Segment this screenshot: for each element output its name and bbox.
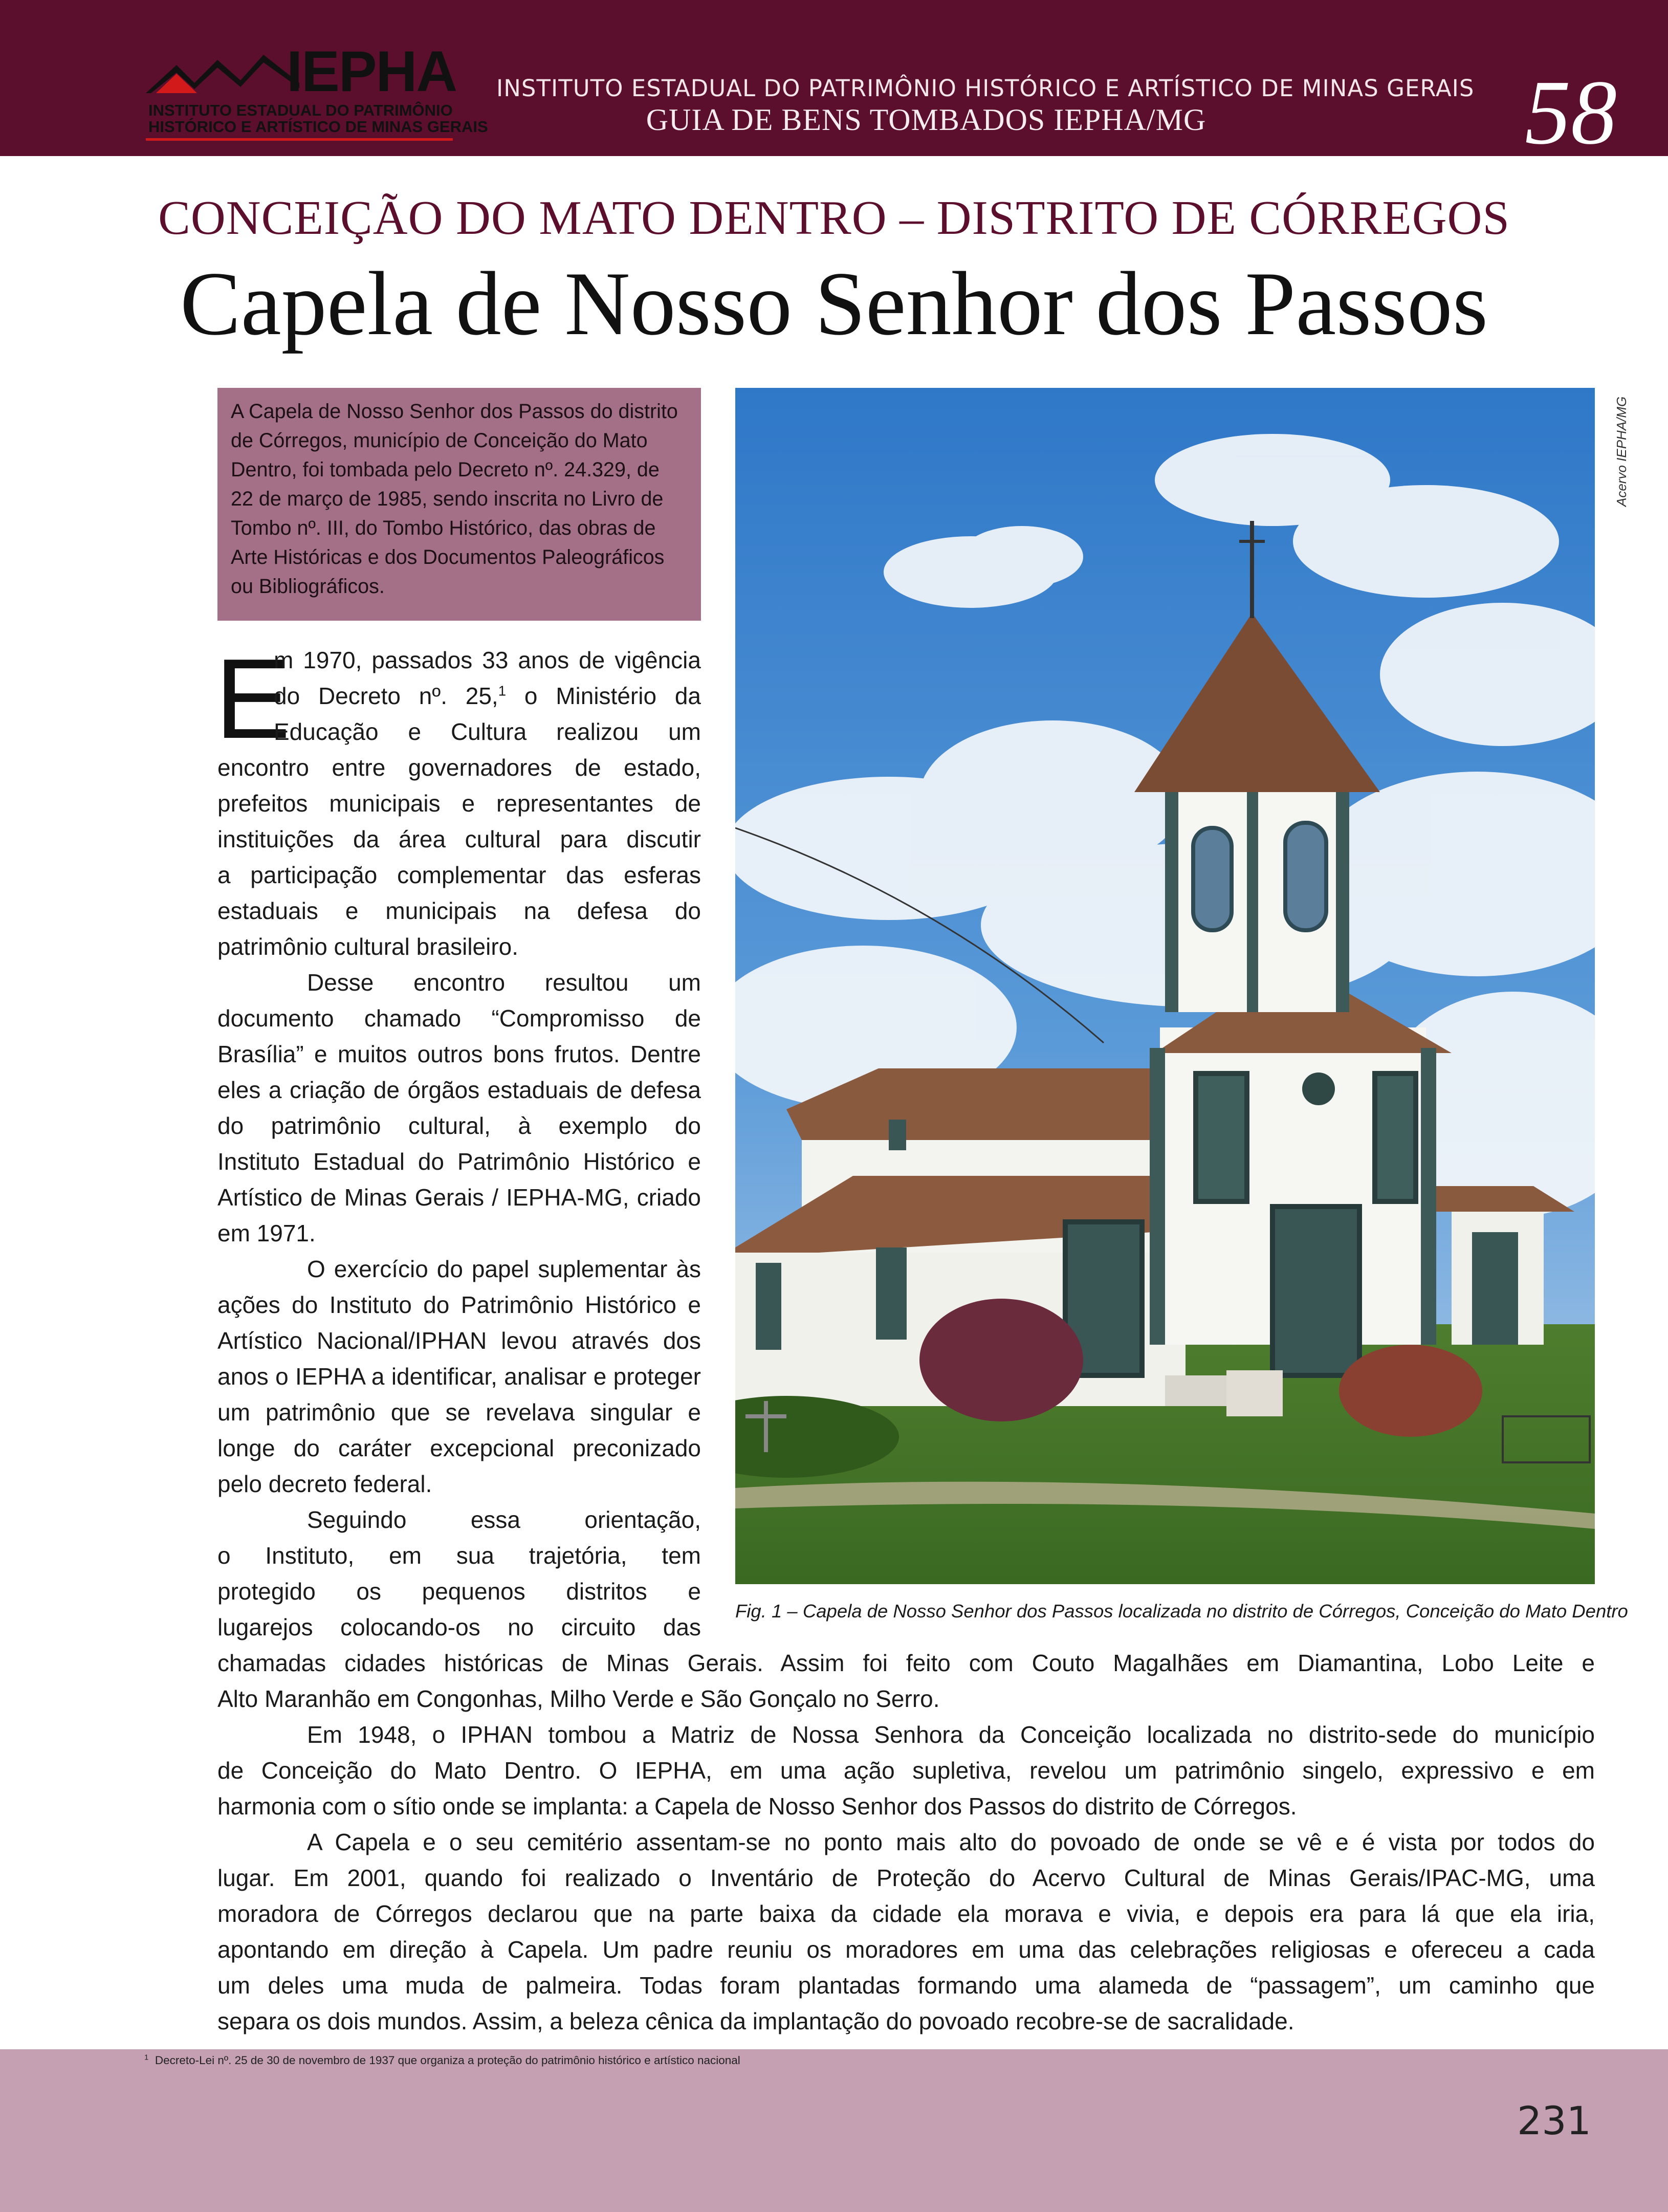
body-line: instituições da área cultural para discutir <box>217 826 701 852</box>
header-band <box>0 0 1668 163</box>
chapel-illustration <box>735 388 1595 1584</box>
summary-box <box>217 388 701 621</box>
location-heading: CONCEIÇÃO DO MATO DENTRO – DISTRITO DE CÓRREGOS <box>158 191 1510 245</box>
body-line-text: o Ministério da <box>506 683 701 709</box>
body-line: O exercício do papel suplementar às <box>307 1256 701 1282</box>
body-line <box>274 678 701 714</box>
body-line: Seguindo essa orientação, <box>307 1506 701 1533</box>
body-line: moradora de Córregos declarou que na parte baixa da cidade ela morava e vivia, e depois era para lá que ela iria, <box>217 1900 1595 1927</box>
body-line: anos o IEPHA a identificar, analisar e proteger <box>217 1363 701 1390</box>
body-line: de Conceição do Mato Dentro. O IEPHA, em uma ação supletiva, revelou um patrimônio singelo, expressivo e em <box>217 1757 1595 1784</box>
body-line: chamadas cidades históricas de Minas Gerais. Assim foi feito com Couto Magalhães em Diamantina, Lobo Leite e <box>217 1650 1595 1676</box>
body-line: o Instituto, em sua trajetória, tem <box>217 1542 701 1569</box>
body-line: separa os dois mundos. Assim, a beleza cênica da implantação do povoado recobre-se de sacralidade. <box>217 2008 1294 2034</box>
body-line: longe do caráter excepcional preconizado <box>217 1435 701 1461</box>
footer-band <box>0 2049 1668 2212</box>
body-line: do patrimônio cultural, à exemplo do <box>217 1112 701 1139</box>
iepha-logo <box>146 39 488 144</box>
logo-line-2: HISTÓRICO E ARTÍSTICO DE MINAS GERAIS <box>148 118 488 136</box>
guide-name: GUIA DE BENS TOMBADOS IEPHA/MG <box>646 103 1206 137</box>
summary-line: 22 de março de 1985, sendo inscrita no Livro de <box>231 488 664 510</box>
summary-line: Dentro, foi tombada pelo Decreto nº. 24.329, de <box>231 458 660 481</box>
body-line: documento chamado “Compromisso de <box>217 1005 701 1032</box>
body-line: apontando em direção à Capela. Um padre reuniu os moradores em uma das celebrações religiosas e ofereceu a cada <box>217 1936 1595 1963</box>
body-line: lugarejos colocando-os no circuito das <box>217 1614 701 1640</box>
logo-rule <box>146 138 453 141</box>
body-line: Educação e Cultura realizou um <box>274 718 701 745</box>
section-number: 58 <box>1525 61 1617 163</box>
body-line: eles a criação de órgãos estaduais de defesa <box>217 1077 701 1103</box>
body-line: um patrimônio que se revelava singular e <box>217 1399 701 1426</box>
body-line: a participação complementar das esferas <box>217 862 701 888</box>
body-line: harmonia com o sítio onde se implanta: a Capela de Nosso Senhor dos Passos do distrito de Córregos. <box>217 1793 1297 1820</box>
body-line: Artístico Nacional/IPHAN levou através dos <box>217 1327 701 1354</box>
body-line: Em 1948, o IPHAN tombou a Matriz de Nossa Senhora da Conceição localizada no distrito-sede do município <box>307 1721 1595 1748</box>
body-line: protegido os pequenos distritos e <box>217 1578 701 1605</box>
summary-line: ou Bibliográficos. <box>231 575 385 598</box>
body-line: Brasília” e muitos outros bons frutos. Dentre <box>217 1041 701 1067</box>
body-line: prefeitos municipais e representantes de <box>217 790 701 817</box>
body-line: Instituto Estadual do Patrimônio Histórico e <box>217 1148 701 1175</box>
body-line: estaduais e municipais na defesa do <box>217 897 701 924</box>
chapel-photo <box>735 388 1595 1584</box>
institute-name: INSTITUTO ESTADUAL DO PATRIMÔNIO HISTÓRICO E ARTÍSTICO DE MINAS GERAIS <box>496 75 1475 102</box>
photo-credit-text: Acervo IEPHA/MG <box>1614 396 1629 507</box>
body-line: m 1970, passados 33 anos de vigência <box>274 647 701 673</box>
body-line: patrimônio cultural brasileiro. <box>217 933 519 960</box>
summary-line: Arte Históricas e dos Documentos Paleográficos <box>231 546 665 568</box>
logo-brand: IEPHA <box>287 39 457 103</box>
logo-line-1: INSTITUTO ESTADUAL DO PATRIMÔNIO <box>148 101 453 119</box>
mountain-logo-icon <box>146 52 299 98</box>
body-line: Alto Maranhão em Congonhas, Milho Verde e São Gonçalo no Serro. <box>217 1685 940 1712</box>
body-line-text: do Decreto nº. 25, <box>274 683 498 709</box>
photo-credit <box>1596 389 1629 522</box>
body-line: em 1971. <box>217 1220 316 1246</box>
body-line: lugar. Em 2001, quando foi realizado o Inventário de Proteção do Acervo Cultural de Minas Gerais/IPAC-MG, uma <box>217 1865 1595 1891</box>
footnote-marker: 1 <box>144 2053 149 2062</box>
body-line: ações do Instituto do Patrimônio Histórico e <box>217 1291 701 1318</box>
body-line: Desse encontro resultou um <box>307 969 701 996</box>
body-line: um deles uma muda de palmeira. Todas foram plantadas formando uma alameda de “passagem”, um caminho que <box>217 1972 1595 1999</box>
body-line: A Capela e o seu cemitério assentam-se no ponto mais alto do povoado de onde se vê e é vista por todos do <box>307 1829 1595 1855</box>
footnote <box>144 2054 740 2067</box>
body-line: encontro entre governadores de estado, <box>217 754 701 781</box>
footnote-text: Decreto-Lei nº. 25 de 30 de novembro de 1937 que organiza a proteção do patrimônio histórico e artístico nacional <box>155 2054 740 2067</box>
footnote-ref: 1 <box>498 683 507 699</box>
page-number: 231 <box>1517 2098 1591 2143</box>
body-line: Artístico de Minas Gerais / IEPHA-MG, criado <box>217 1184 701 1211</box>
summary-line: Tombo nº. III, do Tombo Histórico, das obras de <box>231 517 656 539</box>
drop-cap: E <box>215 636 291 762</box>
body-line: pelo decreto federal. <box>217 1471 432 1497</box>
summary-line: A Capela de Nosso Senhor dos Passos do distrito <box>231 400 678 423</box>
page-title: Capela de Nosso Senhor dos Passos <box>180 253 1488 354</box>
summary-line: de Córregos, município de Conceição do Mato <box>231 429 648 452</box>
photo-caption: Fig. 1 – Capela de Nosso Senhor dos Passos localizada no distrito de Córregos, Conceição do Mato Dentro <box>735 1601 1628 1622</box>
